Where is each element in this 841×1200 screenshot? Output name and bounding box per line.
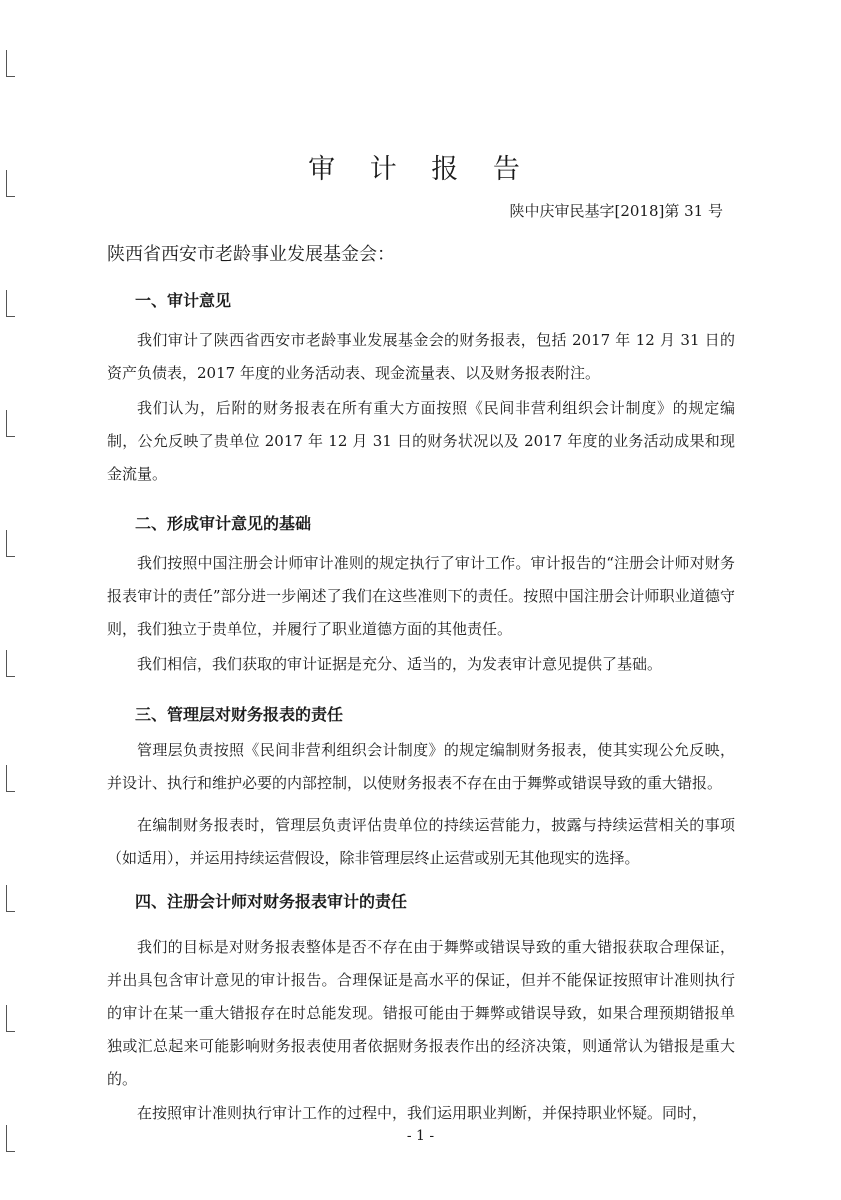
paragraph: 管理层负责按照《民间非营利组织会计制度》的规定编制财务报表，使其实现公允反映，并设计、执行和维护必要的内部控制，以使财务报表不存在由于舞弊或错误导致的重大错报。 bbox=[107, 741, 735, 792]
section-heading-management-responsibility: 三、管理层对财务报表的责任 bbox=[135, 705, 344, 724]
section-heading-audit-opinion: 一、审计意见 bbox=[135, 291, 232, 310]
paragraph: 在按照审计准则执行审计工作的过程中，我们运用职业判断，并保持职业怀疑。同时， bbox=[137, 1104, 708, 1122]
document-number: 陕中庆审民基字[2018]第 31 号 bbox=[509, 202, 723, 220]
section-heading-auditor-responsibility: 四、注册会计师对财务报表审计的责任 bbox=[135, 892, 408, 911]
paragraph: 我们相信，我们获取的审计证据是充分、适当的，为发表审计意见提供了基础。 bbox=[137, 655, 663, 673]
binding-mark bbox=[6, 530, 15, 557]
binding-mark bbox=[6, 1005, 15, 1032]
document-title: 审 计 报 告 bbox=[308, 154, 533, 185]
paragraph: 我们认为，后附的财务报表在所有重大方面按照《民间非营利组织会计制度》的规定编制，公允反映了贵单位 2017 年 12 月 31 日的财务状况以及 2017 年度的业务活动成果和现金流量。 bbox=[107, 399, 735, 483]
binding-mark bbox=[6, 50, 15, 77]
section-heading-basis-for-opinion: 二、形成审计意见的基础 bbox=[135, 514, 312, 533]
binding-mark bbox=[6, 410, 15, 437]
paragraph: 在编制财务报表时，管理层负责评估贵单位的持续运营能力，披露与持续运营相关的事项（如适用），并运用持续运营假设，除非管理层终止运营或别无其他现实的选择。 bbox=[107, 816, 735, 867]
binding-mark bbox=[6, 650, 15, 677]
paragraph: 我们的目标是对财务报表整体是否不存在由于舞弊或错误导致的重大错报获取合理保证，并出具包含审计意见的审计报告。合理保证是高水平的保证，但并不能保证按照审计准则执行的审计在某一重大错报存在时总能发现。错报可能由于舞弊或错误导致，如果合理预期错报单独或汇总起来可能影响财务报表使用者依据财务报表作出的经济决策，则通常认为错报是重大的。 bbox=[107, 938, 735, 1088]
page-number: - 1 - bbox=[406, 1128, 435, 1144]
addressee: 陕西省西安市老龄事业发展基金会： bbox=[107, 244, 395, 265]
binding-mark bbox=[6, 885, 15, 912]
binding-mark bbox=[6, 765, 15, 792]
binding-mark bbox=[6, 290, 15, 317]
paragraph: 我们按照中国注册会计师审计准则的规定执行了审计工作。审计报告的“注册会计师对财务报表审计的责任”部分进一步阐述了我们在这些准则下的责任。按照中国注册会计师职业道德守则，我们独立于贵单位，并履行了职业道德方面的其他责任。 bbox=[107, 554, 735, 638]
paragraph: 我们审计了陕西省西安市老龄事业发展基金会的财务报表，包括 2017 年 12 月 31 日的资产负债表，2017 年度的业务活动表、现金流量表、以及财务报表附注。 bbox=[107, 331, 735, 382]
